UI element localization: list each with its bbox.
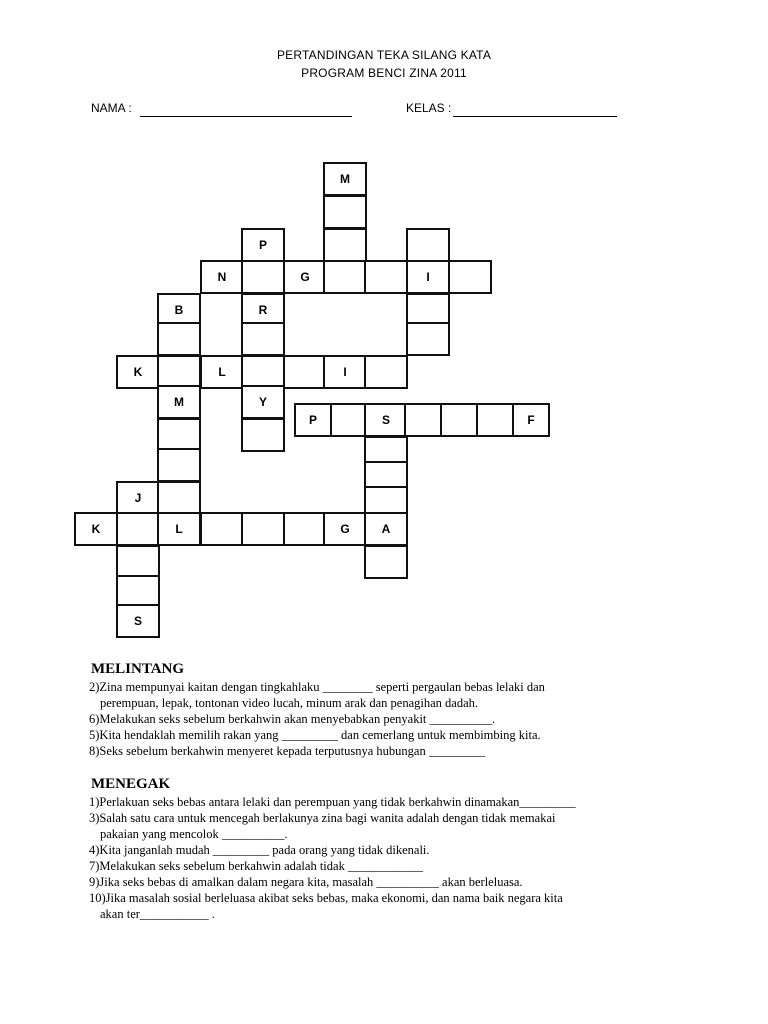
crossword-cell[interactable] [323,355,367,389]
clue-item: 8)Seks sebelum berkahwin menyeret kepada terputusnya hubungan _________ [89,744,486,758]
crossword-cell[interactable] [157,418,201,452]
crossword-cell[interactable] [330,403,368,437]
crossword-cell[interactable] [74,512,118,546]
clue-item: 10)Jika masalah sosial berleluasa akibat seks bebas, maka ekonomi, dan nama baik negara kita akan ter___________ . [89,891,563,921]
cell-hint-letter: N [217,270,227,284]
crossword-cell[interactable] [116,604,160,638]
cell-hint-letter: K [133,365,143,379]
crossword-cell[interactable] [241,385,285,419]
crossword-cell[interactable] [364,436,408,464]
cell-hint-letter: A [381,522,391,536]
crossword-cell[interactable] [364,403,408,437]
crossword-cell[interactable] [241,228,285,262]
cell-hint-letter: L [175,522,183,536]
crossword-cell[interactable] [406,228,450,262]
cell-hint-letter: M [174,395,184,409]
crossword-cell[interactable] [294,403,332,437]
crossword-cell[interactable] [323,260,367,294]
crossword-cell[interactable] [476,403,514,437]
crossword-cell[interactable] [157,512,201,546]
crossword-cell[interactable] [200,355,244,389]
crossword-cell[interactable] [116,355,160,389]
cell-hint-letter: G [340,522,350,536]
crossword-cell[interactable] [283,260,327,294]
crossword-cell[interactable] [406,260,450,294]
crossword-cell[interactable] [241,260,285,294]
crossword-cell[interactable] [364,355,408,389]
crossword-cell[interactable] [157,322,201,356]
cell-hint-letter: I [426,270,430,284]
cell-hint-letter: J [134,491,142,505]
crossword-cell[interactable] [323,162,367,196]
crossword-cell[interactable] [116,481,160,515]
clue-item: 7)Melakukan seks sebelum berkahwin adalah tidak ____________ [89,859,423,873]
crossword-cell[interactable] [364,260,408,294]
crossword-cell[interactable] [283,512,327,546]
name-label: NAMA : [91,101,132,115]
cell-hint-letter: I [343,365,347,379]
crossword-cell[interactable] [364,486,408,514]
crossword-cell[interactable] [323,512,367,546]
clue-item: 4)Kita janganlah mudah _________ pada orang yang tidak dikenali. [89,843,430,857]
cell-hint-letter: P [308,413,317,427]
crossword-cell[interactable] [364,461,408,489]
cell-hint-letter: B [174,303,184,317]
crossword-cell[interactable] [323,195,367,229]
crossword-cell[interactable] [116,512,160,546]
crossword-cell[interactable] [241,418,285,452]
crossword-cell[interactable] [200,512,244,546]
cell-hint-letter: R [258,303,268,317]
crossword-cell[interactable] [404,403,442,437]
crossword-cell[interactable] [323,228,367,262]
class-label: KELAS : [406,101,452,115]
cell-hint-letter: K [91,522,101,536]
cell-hint-letter: M [340,172,350,186]
worksheet-title: PERTANDINGAN TEKA SILANG KATA [276,48,492,62]
crossword-cell[interactable] [116,545,160,579]
cell-hint-letter: L [218,365,226,379]
across-heading: MELINTANG [91,661,185,677]
cell-hint-letter: Y [258,395,267,409]
across-clue-list [89,679,649,759]
cell-hint-letter: P [258,238,267,252]
worksheet-subtitle: PROGRAM BENCI ZINA 2011 [301,66,467,80]
clue-item: 6)Melakukan seks sebelum berkahwin akan menyebabkan penyakit __________. [89,712,496,726]
crossword-cell[interactable] [283,355,327,389]
down-clue-list [89,794,649,922]
crossword-cell[interactable] [241,322,285,356]
crossword-cell[interactable] [440,403,478,437]
crossword-cell[interactable] [406,322,450,356]
crossword-cell[interactable] [448,260,492,294]
crossword-cell[interactable] [157,448,201,482]
cell-hint-letter: S [381,413,390,427]
crossword-cell[interactable] [157,481,201,515]
cell-hint-letter: G [300,270,310,284]
clue-item: 5)Kita hendaklah memilih rakan yang _________ dan cemerlang untuk membimbing kita. [89,728,541,742]
crossword-cell[interactable] [157,385,201,419]
crossword-cell[interactable] [200,260,244,294]
clue-item: 3)Salah satu cara untuk mencegah berlakunya zina bagi wanita adalah dengan tidak memakai pakaian yang mencolok __________. [89,811,556,841]
crossword-cell[interactable] [364,512,408,546]
clue-item: 9)Jika seks bebas di amalkan dalam negara kita, masalah __________ akan berleluasa. [89,875,523,889]
crossword-cell[interactable] [512,403,550,437]
crossword-cell[interactable] [157,355,201,389]
cell-hint-letter: S [133,614,142,628]
crossword-cell[interactable] [241,355,285,389]
down-heading: MENEGAK [91,776,171,792]
clue-item: 2)Zina mempunyai kaitan dengan tingkahlaku ________ seperti pergaulan bebas lelaki dan perempuan, lepak, tontonan video lucah, minum arak dan penagihan dadah. [89,680,545,710]
clue-item: 1)Perlakuan seks bebas antara lelaki dan perempuan yang tidak berkahwin dinamakan_________ [89,795,576,809]
crossword-cell[interactable] [364,545,408,579]
crossword-cell[interactable] [241,512,285,546]
cell-hint-letter: F [527,413,535,427]
